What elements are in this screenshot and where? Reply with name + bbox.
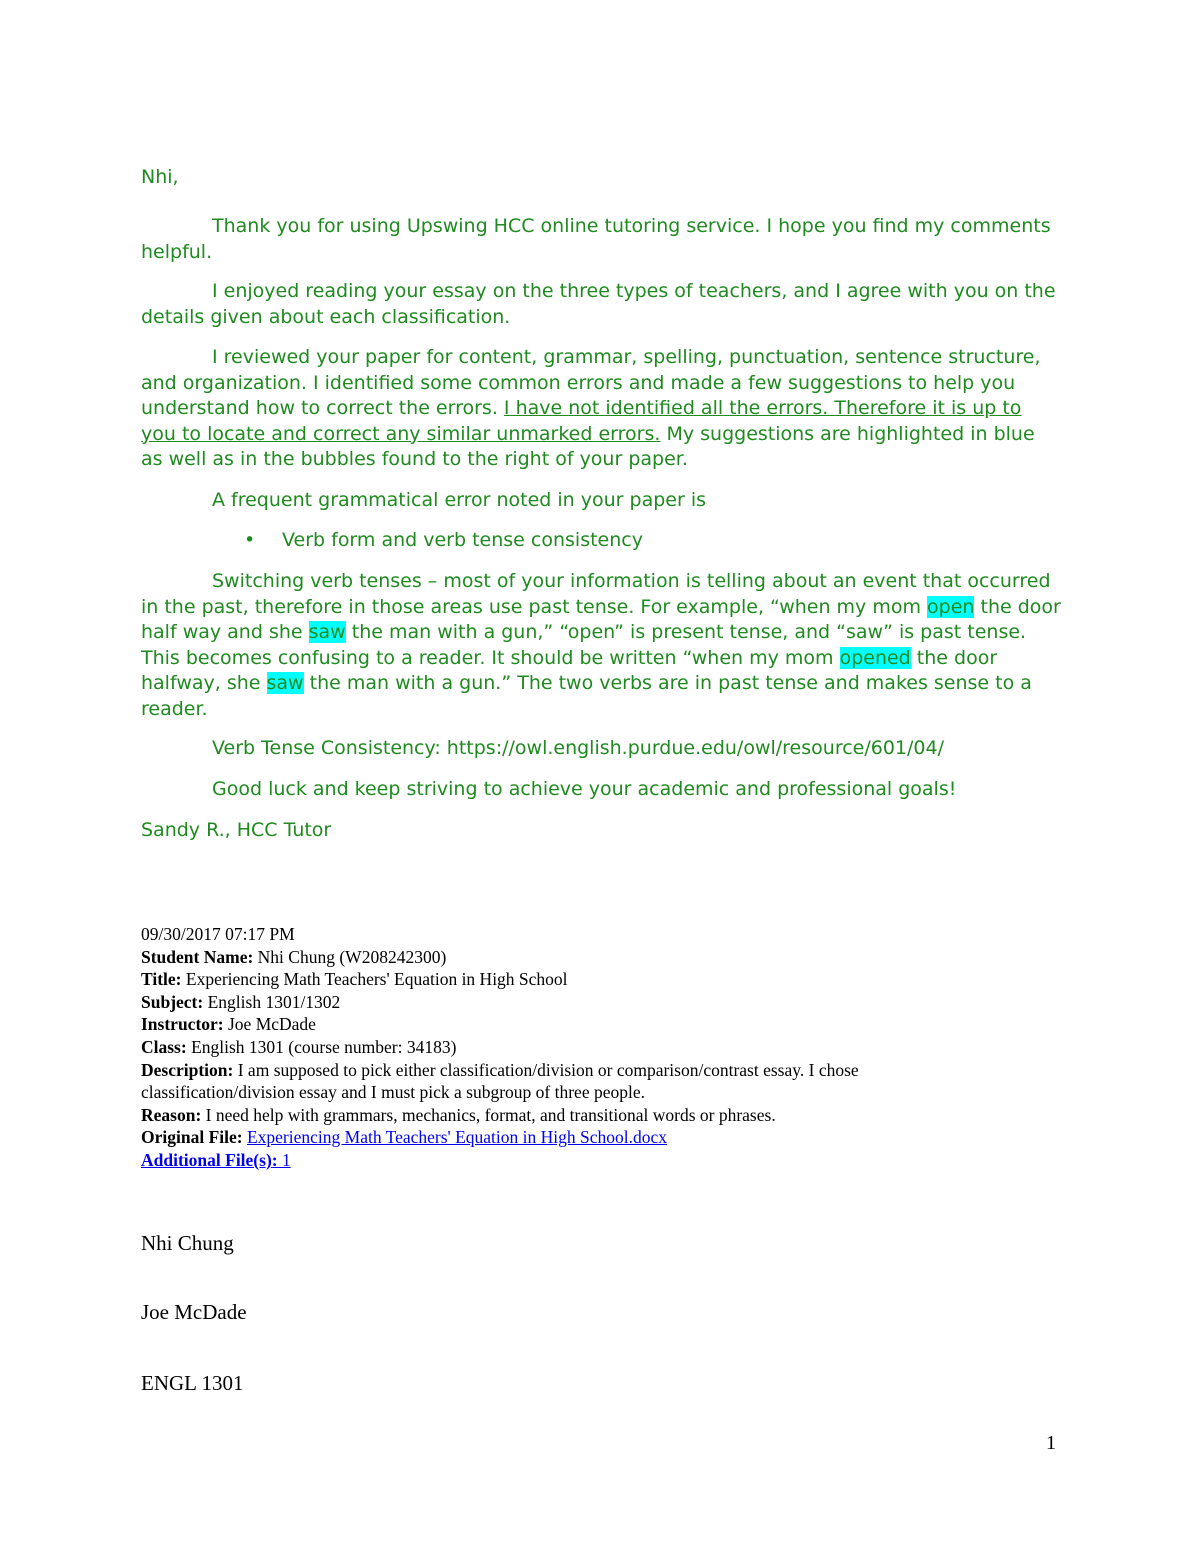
subject-row bbox=[141, 991, 961, 1014]
reviewed-text-end: My suggestions are highlighted in blue as well as in the bubbles found to the right of your paper. bbox=[141, 422, 1035, 470]
student-name-row bbox=[141, 946, 961, 969]
title-row bbox=[141, 968, 961, 991]
letter-resource-link: Verb Tense Consistency: https://owl.english.purdue.edu/owl/resource/601/04/ bbox=[212, 737, 944, 759]
letter-signature: Sandy R., HCC Tutor bbox=[141, 819, 332, 841]
original-file-row bbox=[141, 1126, 961, 1149]
reason-label: Reason: bbox=[141, 1104, 202, 1125]
description-value: I am supposed to pick either classification/division or comparison/contrast essay. I chose classification/division essay and I must pick a subgroup of three people. bbox=[141, 1059, 859, 1103]
title-value: Experiencing Math Teachers' Equation in High School bbox=[185, 969, 568, 990]
verb-text-3: the man with a gun,” “open” is present tense, and “saw” is past tense. This becomes confusing to a reader. It should be written “when my mom bbox=[141, 621, 1027, 669]
additional-files-count: 1 bbox=[281, 1149, 291, 1170]
title-label: Title: bbox=[141, 969, 182, 990]
letter-closing: Good luck and keep striving to achieve your academic and professional goals! bbox=[212, 778, 957, 800]
verb-text-5: the man with a gun.” The two verbs are in past tense and makes sense to a reader. bbox=[141, 672, 1032, 720]
description-row bbox=[141, 1059, 961, 1104]
student-name-label: Student Name: bbox=[141, 946, 254, 967]
student-name-value: Nhi Chung (W208242300) bbox=[257, 946, 447, 967]
original-file-label: Original File: bbox=[141, 1127, 243, 1148]
additional-files-row bbox=[141, 1149, 961, 1172]
instructor-value: Joe McDade bbox=[228, 1014, 316, 1035]
submission-metadata bbox=[141, 923, 961, 1172]
letter-paragraph-thanks: Thank you for using Upswing HCC online tutoring service. I hope you find my comments helpful. bbox=[141, 215, 1051, 263]
description-label: Description: bbox=[141, 1059, 234, 1080]
highlight-opened: opened bbox=[839, 646, 911, 669]
highlight-open: open bbox=[927, 595, 975, 618]
verb-text-1: Switching verb tenses – most of your information is telling about an event that occurred in the past, therefore in those areas use past tense. For example, “when my mom bbox=[141, 570, 1051, 618]
subject-label: Subject: bbox=[141, 991, 204, 1012]
additional-files-label: Additional File(s): bbox=[141, 1149, 278, 1170]
instructor-row bbox=[141, 1013, 961, 1036]
verb-text-4: the door halfway, she bbox=[141, 646, 998, 694]
reason-value: I need help with grammars, mechanics, format, and transitional words or phrases. bbox=[205, 1104, 776, 1125]
original-file-link[interactable]: Experiencing Math Teachers' Equation in High School.docx bbox=[246, 1127, 668, 1148]
verb-text-2: the door half way and she bbox=[141, 595, 1061, 643]
essay-student-name: Nhi Chung bbox=[141, 1231, 234, 1255]
highlight-saw-2: saw bbox=[266, 672, 304, 694]
letter-paragraph-frequent-error: A frequent grammatical error noted in your paper is bbox=[212, 489, 706, 511]
reviewed-underlined-note: I have not identified all the errors. Therefore it is up to you to locate and correct any similar unmarked errors. bbox=[141, 397, 1022, 445]
class-value: English 1301 (course number: 34183) bbox=[191, 1036, 457, 1057]
essay-course: ENGL 1301 bbox=[141, 1371, 244, 1395]
submission-datetime: 09/30/2017 07:17 PM bbox=[141, 924, 295, 944]
letter-greeting: Nhi, bbox=[141, 166, 179, 188]
letter-paragraph-enjoyed: I enjoyed reading your essay on the three types of teachers, and I agree with you on the details given about each classification. bbox=[141, 280, 1056, 328]
class-label: Class: bbox=[141, 1036, 187, 1057]
bullet-item: Verb form and verb tense consistency bbox=[282, 529, 643, 551]
essay-instructor: Joe McDade bbox=[141, 1300, 247, 1324]
letter-paragraph-verb-tense bbox=[141, 569, 1061, 722]
reviewed-text: I reviewed your paper for content, grammar, spelling, punctuation, sentence structure, and organization. I identified some common errors and made a few suggestions to help you understand how to correct the errors. bbox=[141, 346, 1041, 419]
class-row bbox=[141, 1036, 961, 1059]
highlight-saw: saw bbox=[308, 621, 346, 643]
instructor-label: Instructor: bbox=[141, 1014, 224, 1035]
bullet-icon: • bbox=[244, 529, 256, 551]
letter-paragraph-reviewed bbox=[141, 345, 1061, 473]
reason-row bbox=[141, 1104, 961, 1127]
page-number: 1 bbox=[1046, 1432, 1056, 1454]
subject-value: English 1301/1302 bbox=[207, 991, 341, 1012]
additional-files-link[interactable] bbox=[141, 1150, 291, 1170]
